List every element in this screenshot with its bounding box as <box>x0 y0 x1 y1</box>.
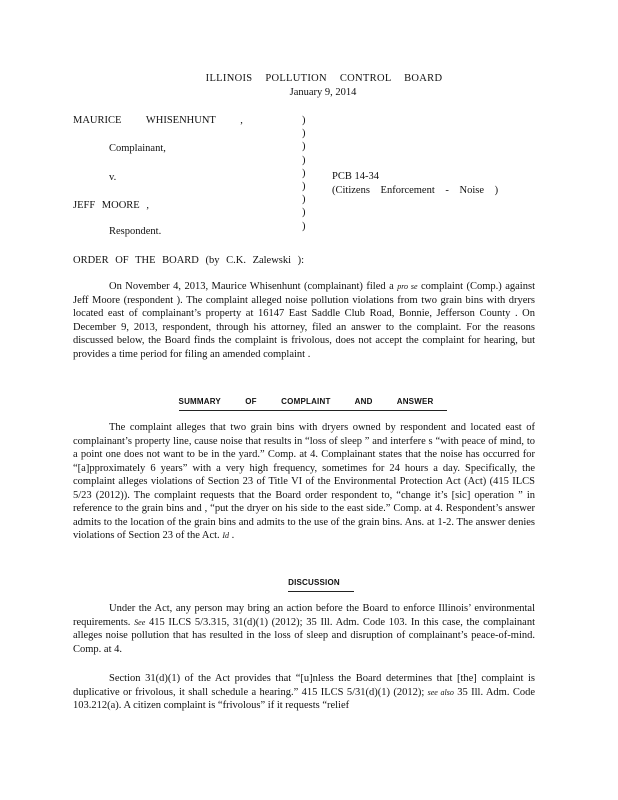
discussion-2-text-2: 35 Ill. Adm. Code 103.212(a). A citizen complaint is “frivolous” if it requests “relief <box>73 686 535 711</box>
paren: ) <box>302 167 306 179</box>
discussion-1-text-2: 415 ILCS 5/3.315, 31(d)(1) (2012); 35 Ill. Adm. Code 103. In this case, the complainant alleges noise pollution that has resulted in the loss of sleep and disruption of complainant’s peace-of-mind. Comp. at 4. <box>73 616 535 655</box>
case-type: (Citizens Enforcement - Noise ) <box>332 184 499 196</box>
discussion-heading-text: DISCUSSION <box>288 576 354 592</box>
paren: ) <box>302 207 306 219</box>
case-caption <box>73 114 533 242</box>
respondent-name: JEFF MOORE , <box>73 200 149 211</box>
respondent-role: Respondent. <box>109 226 162 237</box>
paren: ) <box>302 220 306 232</box>
discussion-heading <box>0 576 618 592</box>
discussion-paragraph-2 <box>73 672 535 713</box>
paren: ) <box>302 141 306 153</box>
complainant-name: MAURICE WHISENHUNT , <box>73 115 243 126</box>
summary-text-2: . <box>228 530 235 541</box>
summary-heading <box>0 395 618 411</box>
see-signal: See <box>134 617 146 627</box>
pro-se-term: pro se <box>397 282 418 291</box>
case-info <box>332 170 498 197</box>
summary-paragraph <box>73 421 535 543</box>
board-name: ILLINOIS POLLUTION CONTROL BOARD <box>205 73 443 84</box>
intro-text-2: complaint (Comp.) against Jeff Moore (respondent ). The complaint alleged noise pollution violations from two grain bins with dryers located east of complainant’s property at 16147 East Saddle Club Road, Bonnie, Jefferson County . On December 9, 2013, respondent, through his attorney, filed an answer to the complaint. For the reasons discussed below, the Board finds the complaint is frivolous, does not accept the complaint for hearing, but provides a time period for filing an amended complaint . <box>73 281 535 360</box>
case-number: PCB 14-34 <box>332 171 379 182</box>
document-header <box>0 72 618 99</box>
summary-heading-text: SUMMARY OF COMPLAINT AND ANSWER <box>179 395 448 411</box>
summary-text-1: The complaint alleges that two grain bins with dryers owned by respondent and located east of complainant’s property line, cause noise that results in “loss of sleep ” and interfere s “with peace of mind, to a point one does not want to be in the yard.” Comp. at 4. Complainant states that the noise has occurred for “[a]pproximately 6 years” with a very high frequency, sometimes for 24 hours a day. Specifically, the complaint alleges violations of Section 23 of Title VI of the Environmental Protection Act (Act) (415 ILCS 5/23 (2012)). The complaint requests that the Board order respondent to, “change it’s [sic] operation ” in reference to the grain bins and , “put the dryer on his side to the east side.” Comp. at 4. Respondent’s answer admits to the location of the grain bins and admits to the use of the grain bins. Ans. at 1-2. The answer denies violations of Section 23 of the Act. <box>73 422 535 541</box>
caption-bracket <box>302 114 312 233</box>
discussion-2-text-1: Section 31(d)(1) of the Act provides that “[u]nless the Board determines that [the] complaint is duplicative or frivolous, it shall schedule a hearing.” 415 ILCS 5/31(d)(1) (2012); <box>73 673 535 698</box>
order-attribution: ORDER OF THE BOARD (by C.K. Zalewski ): <box>73 255 305 266</box>
paren: ) <box>302 194 306 206</box>
intro-text-1: On November 4, 2013, Maurice Whisenhunt (complainant) filed a <box>109 281 398 292</box>
complainant-role: Complainant, <box>109 143 166 154</box>
paren: ) <box>302 180 306 192</box>
order-date: January 9, 2014 <box>289 86 357 98</box>
paren: ) <box>302 115 306 126</box>
paren: ) <box>302 128 306 140</box>
discussion-paragraph-1 <box>73 602 535 656</box>
versus-label: v. <box>109 172 117 183</box>
paren: ) <box>302 154 306 166</box>
discussion-1-text-1: Under the Act, any person may bring an action before the Board to enforce Illinois’ environmental requirements. <box>73 603 535 628</box>
id-citation: Id <box>222 531 229 540</box>
intro-paragraph <box>73 280 535 361</box>
see-also-signal: see also <box>427 687 454 697</box>
